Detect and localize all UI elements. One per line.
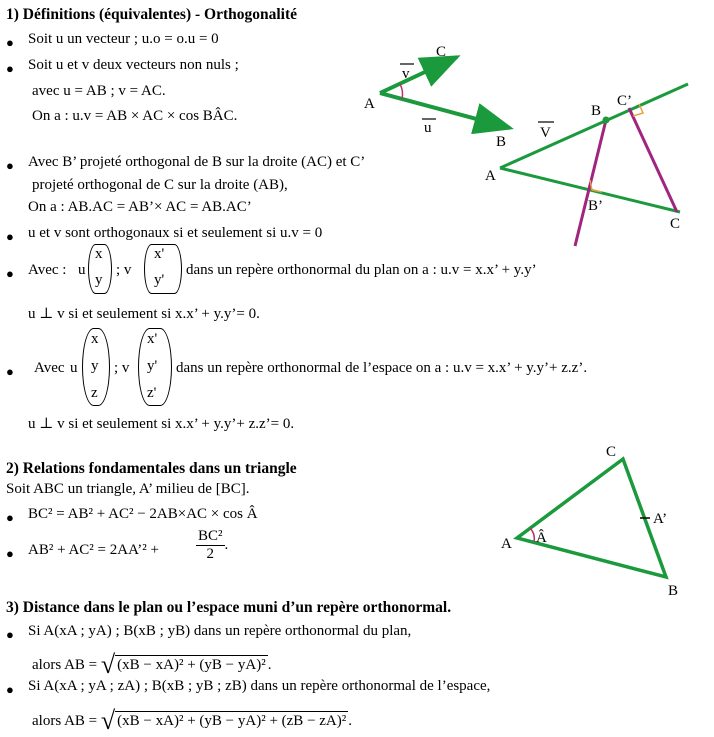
s3-b2-radicand: (xB − xA)² + (yB − yA)² + (zB − zA)²: [117, 713, 347, 729]
s1-b2: Soit u et v deux vecteurs non nuls ;: [28, 57, 239, 73]
bullet: ●: [6, 364, 14, 379]
bullet: ●: [6, 546, 14, 561]
fig2-label-C': C’: [617, 93, 632, 109]
s2-f2-left: AB² + AC² = 2AA’² +: [28, 542, 159, 558]
bullet: ●: [6, 61, 14, 76]
s3-b1-pre: alors AB =: [32, 657, 98, 673]
s3-b1-result: alors AB = √ (xB − xA)² + (yB − yA)² .: [32, 650, 272, 679]
section1-title: 1) Définitions (équivalentes) - Orthogonalité: [6, 6, 298, 23]
u-label: u: [78, 262, 86, 278]
bullet: ●: [6, 266, 14, 281]
s2-f1: BC² = AB² + AC² − 2AB×AC × cos Â: [28, 506, 258, 522]
s1-b4: u et v sont orthogonaux si et seulement si u.v = 0: [28, 225, 323, 241]
s1-b6-post: dans un repère orthonormal de l’espace on a : u.v = x.x’ + y.y’+ z.z’.: [176, 360, 588, 376]
s3-b1-radicand: (xB − xA)² + (yB − yA)²: [117, 657, 266, 673]
matrix-cell: z': [147, 385, 157, 401]
section3-title: 3) Distance dans le plan ou l’espace muni d’un repère orthonormal.: [6, 599, 452, 616]
matrix-cell: x: [91, 331, 99, 347]
vector-u-arrow: [380, 93, 510, 128]
bullet: ●: [6, 627, 14, 642]
fig2-label-C: C: [670, 216, 681, 232]
s1-b3-line1: Avec B’ projeté orthogonal de B sur la droite (AC) et C’: [28, 154, 366, 170]
matrix-cell: z: [91, 385, 98, 401]
fig3-label-A: A: [501, 536, 512, 552]
v-label: ; v: [116, 262, 132, 278]
s1-b2-line3: On a : u.v = AB × AC × cos BÂC.: [32, 108, 238, 124]
s2-f2-frac: $\frac{\text{BC²}}{2}$ .: [198, 528, 229, 563]
bullet: ●: [6, 158, 14, 173]
fig1-label-C: C: [436, 44, 447, 60]
s3-b2-pre: alors AB =: [32, 713, 98, 729]
matrix-cell: y': [154, 272, 165, 288]
frac-den: 2: [206, 546, 214, 563]
figure-projections: [485, 84, 688, 246]
fig1-label-v: v: [402, 66, 410, 82]
s1-b6-perp: u ⊥ v si et seulement si x.x’ + y.y’+ z.z’= 0.: [28, 416, 295, 432]
bullet: ●: [6, 510, 14, 525]
matrix-cell: x': [147, 331, 158, 347]
s1-b5-post: dans un repère orthonormal du plan on a : u.v = x.x’ + y.y’: [186, 262, 537, 278]
fig1-label-A: A: [364, 96, 375, 112]
fig3-label-A': A’: [653, 511, 668, 527]
s1-b5-pre: Avec :: [28, 262, 67, 278]
fig3-label-B: B: [668, 583, 679, 599]
fig2-label-B: B: [591, 103, 602, 119]
s1-b6-pre: Avec: [34, 360, 65, 376]
fig3-label-C: C: [606, 444, 617, 460]
u-label: u: [70, 360, 78, 376]
frac-num: BC²: [196, 528, 225, 546]
vector-v-arrow: [380, 57, 457, 93]
matrix-cell: x: [95, 246, 103, 262]
s3-b2-result: alors AB = √ (xB − xA)² + (yB − yA)² + (zB − zA)² .: [32, 706, 353, 735]
sqrt-icon: √: [100, 650, 116, 679]
fig1-label-B: B: [496, 134, 507, 150]
fig2-label-B': B’: [588, 198, 603, 214]
matrix-cell: y': [147, 358, 158, 374]
figure-triangle: [501, 444, 678, 599]
s3-b1: Si A(xA ; yA) ; B(xB ; yB) dans un repère orthonormal du plan,: [28, 623, 412, 639]
fig3-label-angle: Â: [536, 530, 547, 546]
fig2-label-v: V: [540, 125, 551, 141]
figure-vectors: [364, 44, 510, 150]
s1-b1: Soit u un vecteur ; u.o = o.u = 0: [28, 31, 219, 47]
bullet: ●: [6, 229, 14, 244]
s2-intro: Soit ABC un triangle, A’ milieu de [BC].: [6, 481, 250, 497]
bullet: ●: [6, 35, 14, 50]
line-AB: [500, 84, 688, 168]
segment-CC': [629, 108, 677, 212]
matrix-cell: x': [154, 246, 165, 262]
fig1-label-u: u: [424, 120, 432, 136]
matrix-cell: y: [91, 358, 99, 374]
s1-b3-line3: On a : AB.AC = AB’× AC = AB.AC’: [28, 199, 252, 215]
s1-b2-line2: avec u = AB ; v = AC.: [32, 83, 166, 99]
s1-b5-perp: u ⊥ v si et seulement si x.x’ + y.y’= 0.: [28, 306, 260, 322]
matrix-cell: y: [95, 272, 103, 288]
section2-title: 2) Relations fondamentales dans un triangle: [6, 460, 297, 477]
v-label: ; v: [114, 360, 130, 376]
s3-b2: Si A(xA ; yA ; zA) ; B(xB ; yB ; zB) dans un repère orthonormal de l’espace,: [28, 678, 491, 694]
fig2-label-A: A: [485, 168, 496, 184]
point-B: [603, 117, 610, 124]
s1-b3-line2: projeté orthogonal de C sur la droite (AB),: [32, 177, 288, 193]
bullet: ●: [6, 682, 14, 697]
sqrt-icon: √: [100, 706, 116, 735]
